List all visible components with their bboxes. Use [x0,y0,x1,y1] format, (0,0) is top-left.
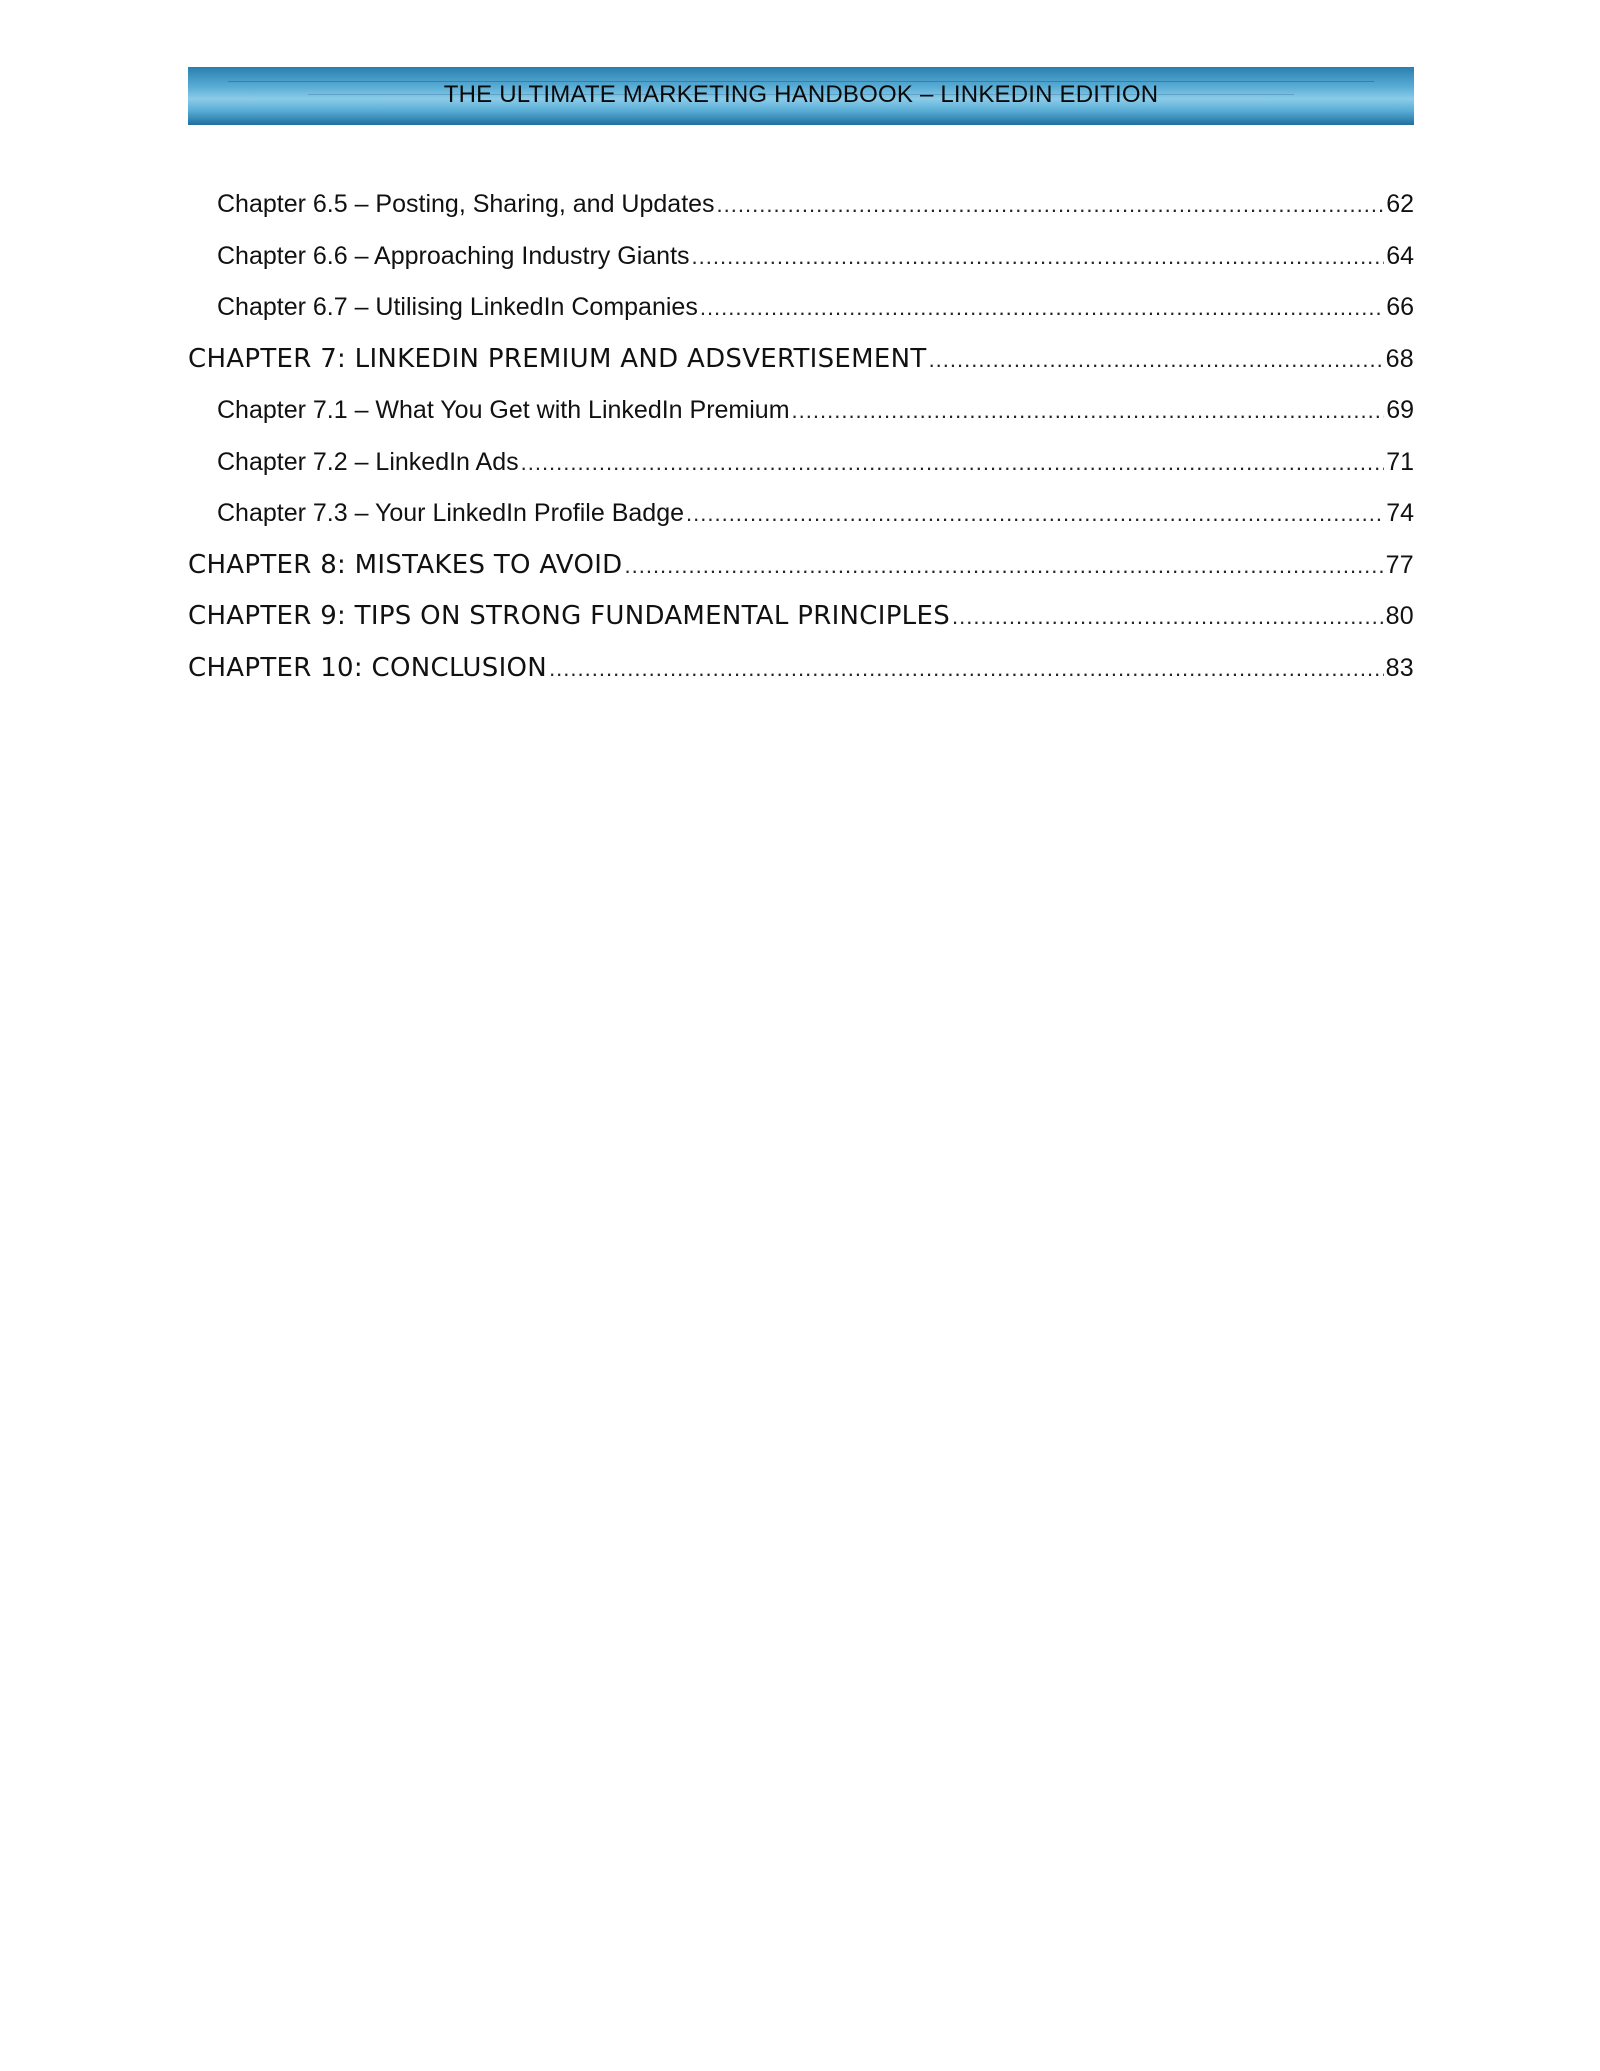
toc-entry-6-5[interactable] [188,184,1414,236]
toc-page-number: 74 [1386,499,1414,527]
toc-dot-leader [625,546,1384,586]
toc-page-number: 68 [1385,344,1414,373]
toc-dot-leader [692,237,1385,277]
toc-entry-label: CHAPTER 7: LINKEDIN PREMIUM AND ADSVERTISEMENT [188,343,927,374]
toc-entry-7-1[interactable] [188,390,1414,442]
toc-dot-leader [792,391,1385,431]
toc-entry-chapter-9[interactable] [188,596,1414,648]
toc-dot-leader [952,597,1384,637]
toc-entry-label: Chapter 6.7 – Utilising LinkedIn Companies [217,293,698,321]
toc-page-number: 77 [1385,550,1414,579]
toc-page-number: 66 [1386,293,1414,321]
toc-entry-chapter-10[interactable] [188,648,1414,700]
toc-page-number: 64 [1386,241,1414,270]
toc-entry-6-7[interactable] [188,287,1414,339]
toc-entry-chapter-7[interactable] [188,339,1414,391]
header-banner [188,67,1414,125]
toc-page-number: 62 [1386,190,1414,218]
toc-entry-label: Chapter 7.3 – Your LinkedIn Profile Badge [217,499,685,527]
toc-entry-7-3[interactable] [188,493,1414,545]
toc-page-number: 83 [1385,653,1414,682]
toc-page-number: 80 [1385,602,1414,630]
table-of-contents [188,184,1414,699]
toc-entry-label: Chapter 6.6 – Approaching Industry Giants [217,241,690,270]
toc-dot-leader [929,340,1384,380]
toc-entry-chapter-8[interactable] [188,545,1414,597]
toc-page-number: 69 [1386,396,1414,424]
toc-entry-label: CHAPTER 9: TIPS ON STRONG FUNDAMENTAL PRINCIPLES [188,601,951,631]
toc-dot-leader [717,185,1385,225]
toc-dot-leader [686,494,1384,534]
toc-entry-label: Chapter 7.2 – LinkedIn Ads [217,447,519,476]
toc-dot-leader [549,649,1384,689]
toc-entry-7-2[interactable] [188,442,1414,494]
toc-entry-label: Chapter 6.5 – Posting, Sharing, and Updates [217,190,715,218]
toc-entry-label: CHAPTER 10: CONCLUSION [188,652,548,683]
toc-dot-leader [521,443,1385,483]
toc-entry-label: Chapter 7.1 – What You Get with LinkedIn Premium [217,396,790,424]
toc-page-number: 71 [1386,447,1414,476]
header-title: THE ULTIMATE MARKETING HANDBOOK – LINKEDIN EDITION [443,81,1159,108]
toc-dot-leader [700,288,1384,328]
toc-entry-6-6[interactable] [188,236,1414,288]
toc-entry-label: CHAPTER 8: MISTAKES TO AVOID [188,549,623,580]
